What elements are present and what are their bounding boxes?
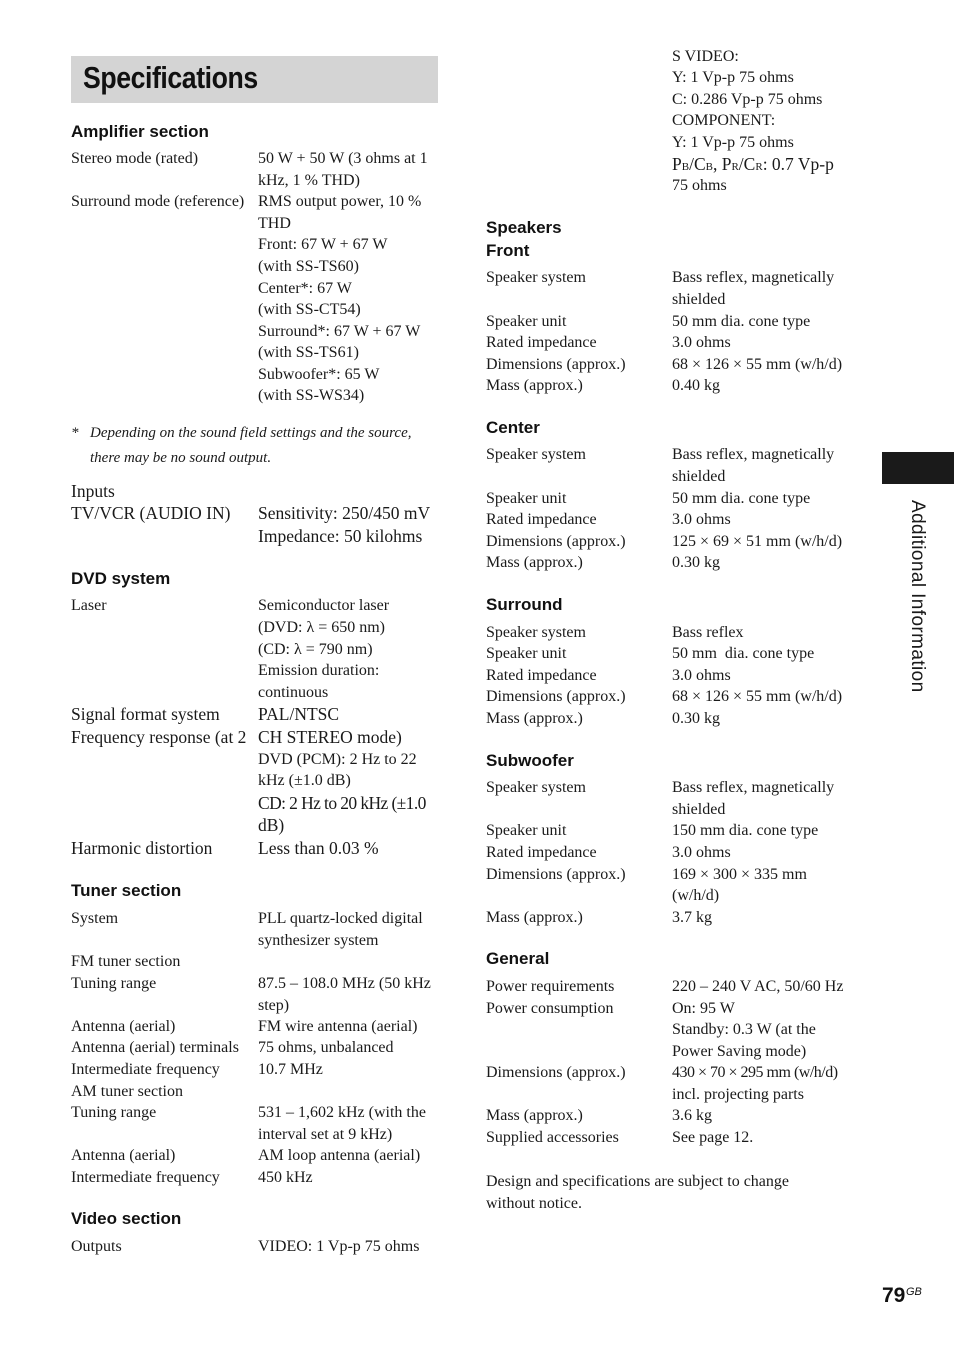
center-label-4: Rated impedance <box>486 511 597 528</box>
tuner-heading: Tuner section <box>71 881 182 900</box>
front-label-3: Speaker unit <box>486 313 567 330</box>
am-antenna-value: AM loop antenna (aerial) <box>258 1147 421 1164</box>
general-value-1: 220 – 240 V AC, 50/60 Hz <box>672 978 844 995</box>
front-value-1: Bass reflex, magnetically <box>672 269 835 286</box>
surround-spk-value-3: 3.0 ohms <box>672 667 731 684</box>
system-label: System <box>71 910 119 927</box>
surround-label-3: Rated impedance <box>486 667 597 684</box>
laser-value-2: (DVD: λ = 650 nm) <box>258 619 385 636</box>
surround-value-5: Center*: 67 W <box>258 280 352 297</box>
outputs-value: VIDEO: 1 Vp-p 75 ohms <box>258 1238 420 1255</box>
harmonic-label: Harmonic distortion <box>71 838 213 858</box>
harmonic-value: Less than 0.03 % <box>258 838 379 858</box>
front-heading: Front <box>486 241 530 260</box>
tvvcr-value-2: Impedance: 50 kilohms <box>258 526 423 546</box>
surround-value-1: RMS output power, 10 % <box>258 193 422 210</box>
video-cont-3: C: 0.286 Vp-p 75 ohms <box>672 91 823 108</box>
general-value-7: 3.6 kg <box>672 1107 712 1124</box>
laser-label: Laser <box>71 597 107 614</box>
laser-value-3: (CD: λ = 790 nm) <box>258 641 373 658</box>
center-label-3: Speaker unit <box>486 490 567 507</box>
surround-value-7: Surround*: 67 W + 67 W <box>258 323 421 340</box>
signal-value: PAL/NTSC <box>258 704 340 724</box>
tvvcr-value-1: Sensitivity: 250/450 mV <box>258 503 431 523</box>
center-value-4: 3.0 ohms <box>672 511 731 528</box>
center-value-5: 125 × 69 × 51 mm (w/h/d) <box>672 533 843 550</box>
system-value-2: synthesizer system <box>258 932 379 949</box>
video-pbpr-line: PB/CB, PR/CR: 0.7 Vp-p <box>672 154 834 174</box>
side-tab-label: Additional Information <box>907 500 928 693</box>
signal-label: Signal format system <box>71 704 220 724</box>
page-number-suffix: GB <box>906 1286 922 1298</box>
surround-label-2: Speaker unit <box>486 645 567 662</box>
front-label-1: Speaker system <box>486 269 586 286</box>
surround-heading: Surround <box>486 595 563 614</box>
subwoofer-label-3: Speaker unit <box>486 822 567 839</box>
subwoofer-value-1: Bass reflex, magnetically <box>672 779 835 796</box>
front-label-4: Rated impedance <box>486 334 597 351</box>
laser-value-1: Semiconductor laser <box>258 597 390 614</box>
notice-line-2: without notice. <box>486 1195 582 1212</box>
subwoofer-value-6: (w/h/d) <box>672 887 720 904</box>
laser-value-4: Emission duration: <box>258 662 380 679</box>
am-tuning-label: Tuning range <box>71 1104 157 1121</box>
surround-value-4: (with SS-TS60) <box>258 258 359 275</box>
am-if-label: Intermediate frequency <box>71 1169 220 1186</box>
am-section-label: AM tuner section <box>71 1083 183 1100</box>
page-number: 79 <box>882 1284 906 1307</box>
subwoofer-value-7: 3.7 kg <box>672 909 712 926</box>
general-value-3: Standby: 0.3 W (at the <box>672 1021 816 1038</box>
subwoofer-label-4: Rated impedance <box>486 844 597 861</box>
center-label-6: Mass (approx.) <box>486 554 583 571</box>
freq-value-3: kHz (±1.0 dB) <box>258 772 351 789</box>
am-tuning-value-2: interval set at 9 kHz) <box>258 1126 393 1143</box>
center-label-5: Dimensions (approx.) <box>486 533 626 550</box>
subwoofer-value-3: 150 mm dia. cone type <box>672 822 819 839</box>
surround-label-1: Speaker system <box>486 624 586 641</box>
general-label-5: Dimensions (approx.) <box>486 1064 626 1081</box>
video-heading: Video section <box>71 1209 182 1228</box>
subwoofer-label-5: Dimensions (approx.) <box>486 866 626 883</box>
surround-value-10: (with SS-WS34) <box>258 387 365 404</box>
side-tab-marker <box>882 452 954 484</box>
general-label-8: Supplied accessories <box>486 1129 619 1146</box>
footnote-line-2: there may be no sound output. <box>90 450 272 466</box>
surround-value-8: (with SS-TS61) <box>258 344 359 361</box>
inputs-label: Inputs <box>71 481 115 501</box>
front-value-3: 50 mm dia. cone type <box>672 313 811 330</box>
front-value-5: 68 × 126 × 55 mm (w/h/d) <box>672 356 843 373</box>
surround-spk-value-4: 68 × 126 × 55 mm (w/h/d) <box>672 688 843 705</box>
fm-terminals-value: 75 ohms, unbalanced <box>258 1039 394 1056</box>
amplifier-heading: Amplifier section <box>71 122 209 141</box>
stereo-value-1: 50 W + 50 W (3 ohms at 1 <box>258 150 428 167</box>
notice-line-1: Design and specifications are subject to change <box>486 1173 789 1190</box>
front-label-5: Dimensions (approx.) <box>486 356 626 373</box>
am-antenna-label: Antenna (aerial) <box>71 1147 176 1164</box>
freq-label: Frequency response (at 2 <box>71 727 247 747</box>
subwoofer-value-5: 169 × 300 × 335 mm <box>672 866 807 883</box>
video-cont-1: S VIDEO: <box>672 48 739 65</box>
center-value-6: 0.30 kg <box>672 554 720 571</box>
fm-tuning-label: Tuning range <box>71 975 157 992</box>
front-value-6: 0.40 kg <box>672 377 720 394</box>
surround-label-4: Dimensions (approx.) <box>486 688 626 705</box>
subwoofer-value-2: shielded <box>672 801 726 818</box>
freq-value-1: CH STEREO mode) <box>258 727 402 747</box>
subwoofer-heading: Subwoofer <box>486 751 574 770</box>
general-label-7: Mass (approx.) <box>486 1107 583 1124</box>
general-value-4: Power Saving mode) <box>672 1043 807 1060</box>
title-box <box>71 56 438 103</box>
surround-spk-value-1: Bass reflex <box>672 624 744 641</box>
front-label-6: Mass (approx.) <box>486 377 583 394</box>
stereo-label: Stereo mode (rated) <box>71 150 199 167</box>
surround-spk-value-2: 50 mm dia. cone type <box>672 645 815 662</box>
surround-value-3: Front: 67 W + 67 W <box>258 236 388 253</box>
video-cont-2: Y: 1 Vp-p 75 ohms <box>672 69 794 86</box>
center-value-2: shielded <box>672 468 726 485</box>
surround-value-9: Subwoofer*: 65 W <box>258 366 380 383</box>
tvvcr-label: TV/VCR (AUDIO IN) <box>71 503 231 523</box>
video-cont-5: Y: 1 Vp-p 75 ohms <box>672 134 794 151</box>
fm-antenna-value: FM wire antenna (aerial) <box>258 1018 418 1035</box>
am-tuning-value-1: 531 – 1,602 kHz (with the <box>258 1104 426 1121</box>
fm-tuning-value-2: step) <box>258 997 290 1014</box>
center-heading: Center <box>486 418 540 437</box>
surround-spk-value-5: 0.30 kg <box>672 710 720 727</box>
system-value-1: PLL quartz-locked digital <box>258 910 423 927</box>
freq-value-5: dB) <box>258 815 285 835</box>
stereo-value-2: kHz, 1 % THD) <box>258 172 360 189</box>
surround-label-5: Mass (approx.) <box>486 710 583 727</box>
dvd-heading: DVD system <box>71 569 171 588</box>
general-value-8: See page 12. <box>672 1129 754 1146</box>
surround-value-2: THD <box>258 215 291 232</box>
center-value-1: Bass reflex, magnetically <box>672 446 835 463</box>
general-value-2: On: 95 W <box>672 1000 735 1017</box>
center-label-1: Speaker system <box>486 446 586 463</box>
general-value-6: incl. projecting parts <box>672 1086 804 1103</box>
footnote-line-1: Depending on the sound field settings and the source, <box>90 425 412 441</box>
fm-antenna-label: Antenna (aerial) <box>71 1018 176 1035</box>
general-label-1: Power requirements <box>486 978 615 995</box>
speakers-heading: Speakers <box>486 218 562 237</box>
subwoofer-label-1: Speaker system <box>486 779 586 796</box>
fm-tuning-value-1: 87.5 – 108.0 MHz (50 kHz <box>258 975 431 992</box>
surround-mode-label: Surround mode (reference) <box>71 193 245 210</box>
front-value-4: 3.0 ohms <box>672 334 731 351</box>
freq-value-2: DVD (PCM): 2 Hz to 22 <box>258 751 417 768</box>
fm-if-value: 10.7 MHz <box>258 1061 323 1078</box>
video-ohms: 75 ohms <box>672 177 727 194</box>
page-title: Specifications <box>83 60 258 95</box>
fm-terminals-label: Antenna (aerial) terminals <box>71 1039 239 1056</box>
freq-value-4: CD: 2 Hz to 20 kHz (±1.0 <box>258 793 426 813</box>
general-label-2: Power consumption <box>486 1000 614 1017</box>
outputs-label: Outputs <box>71 1238 122 1255</box>
general-heading: General <box>486 949 550 968</box>
fm-section-label: FM tuner section <box>71 953 181 970</box>
front-value-2: shielded <box>672 291 726 308</box>
fm-if-label: Intermediate frequency <box>71 1061 220 1078</box>
subwoofer-label-7: Mass (approx.) <box>486 909 583 926</box>
center-value-3: 50 mm dia. cone type <box>672 490 811 507</box>
am-if-value: 450 kHz <box>258 1169 313 1186</box>
surround-value-6: (with SS-CT54) <box>258 301 361 318</box>
general-value-5: 430 × 70 × 295 mm (w/h/d) <box>672 1064 838 1081</box>
footnote-mark: * <box>71 425 79 441</box>
laser-value-5: continuous <box>258 684 329 701</box>
subwoofer-value-4: 3.0 ohms <box>672 844 731 861</box>
video-cont-4: COMPONENT: <box>672 112 776 129</box>
